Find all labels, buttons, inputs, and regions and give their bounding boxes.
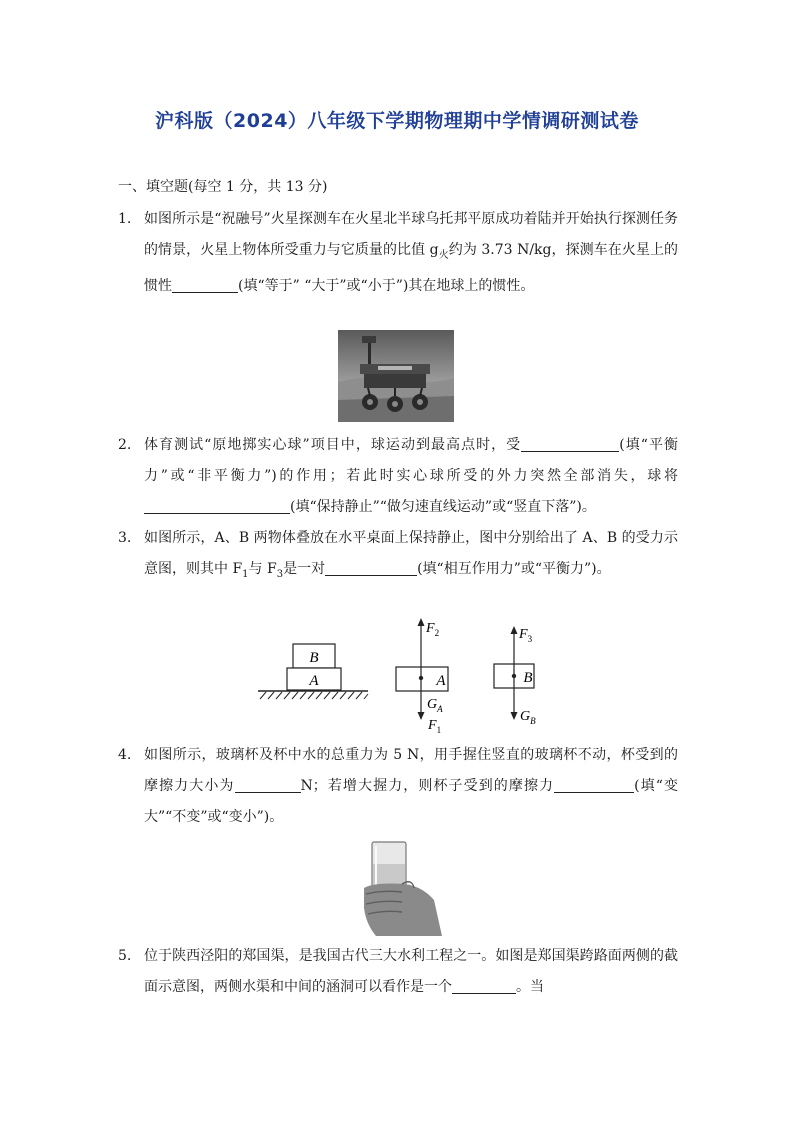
question-number: 4.	[118, 747, 132, 763]
question-5	[118, 941, 678, 1003]
question-3	[118, 523, 678, 590]
block-a-fbd-label: A	[436, 673, 446, 689]
arrowhead-down	[418, 712, 425, 720]
subscript: 3	[276, 568, 284, 580]
block-b-label: B	[309, 650, 319, 666]
section-heading: 一、填空题(每空 1 分，共 13 分)	[118, 179, 328, 195]
label-f1: $F_1$	[428, 718, 442, 735]
arrowhead-down	[511, 712, 518, 720]
label-gb: $G_B$	[520, 709, 536, 726]
question-text: (填“保持静止”“做匀速直线运动”或“竖直下落”)。	[290, 499, 596, 515]
block-b-fbd-label: B	[523, 670, 533, 686]
question-text: 体育测试“原地掷实心球”项目中，球运动到最高点时，受	[144, 437, 522, 453]
subscript: 1	[242, 568, 249, 580]
question-number: 5.	[118, 948, 132, 964]
question-number: 2.	[118, 437, 132, 453]
question-text: (填“变大”“不变”或“变小”)。	[144, 778, 678, 825]
question-text: 如图所示，A、B 两物体叠放在水平桌面上保持静止，图中分别给出了 A、B 的受力示意图，则其中 F	[144, 530, 678, 577]
answer-blank[interactable]	[554, 774, 634, 793]
question-text: 位于陕西泾阳的郑国渠，是我国古代三大水利工程之一。如图是郑国渠跨路面两侧的截面示意图，两侧水渠和中间的涵洞可以看作是一个	[144, 948, 678, 995]
question-number: 1.	[118, 211, 132, 227]
question-text: 如图所示，玻璃杯及杯中水的总重力为 5 N，用手握住竖直的玻璃杯不动，杯受到的摩擦力大小为	[144, 747, 678, 794]
answer-blank[interactable]	[452, 975, 516, 994]
answer-blank[interactable]	[235, 774, 301, 793]
question-2	[118, 430, 678, 523]
mars-rover-photo	[338, 330, 454, 422]
question-text: (填“等于” “大于”或“小于”)其在地球上的惯性。	[238, 277, 535, 294]
label-ga: $G_A$	[427, 697, 443, 714]
label-f3: $F_3$	[519, 627, 533, 644]
page-title: 沪科版（2024）八年级下学期物理期中学情调研测试卷	[155, 110, 639, 132]
question-4	[118, 740, 678, 833]
question-text: 约为 3.73 N/kg，探测车在火星上的惯性	[144, 242, 679, 294]
question-text: 与 F	[248, 561, 277, 577]
label-f2: $F_2$	[426, 621, 440, 638]
question-text: (填“相互作用力”或“平衡力”)。	[417, 561, 611, 577]
question-text: (填“平衡力”或“非平衡力”)的作用；若此时实心球所受的外力突然全部消失，球将	[144, 437, 678, 484]
question-number: 3.	[118, 530, 132, 546]
arrowhead-up	[511, 626, 518, 634]
answer-blank[interactable]	[172, 274, 238, 293]
question-text: 如图所示是“祝融号”火星探测车在火星北半球乌托邦平原成功着陆并开始执行探测任务的情景，火星上物体所受重力与它质量的比值 g	[144, 211, 678, 258]
block-a-label: A	[309, 673, 319, 689]
answer-blank[interactable]	[325, 557, 417, 576]
arrowhead-up	[418, 618, 425, 626]
hand-holding-glass-photo	[356, 838, 442, 936]
subscript: 火	[438, 249, 449, 261]
question-text: N；若增大握力，则杯子受到的摩擦力	[300, 778, 555, 794]
question-1-body	[118, 204, 678, 302]
answer-blank[interactable]	[144, 495, 290, 514]
question-text: 。当	[516, 979, 544, 995]
question-text: 是一对	[283, 561, 326, 577]
answer-blank[interactable]	[521, 433, 619, 452]
table-hatching	[260, 692, 368, 699]
force-diagram	[250, 612, 550, 738]
